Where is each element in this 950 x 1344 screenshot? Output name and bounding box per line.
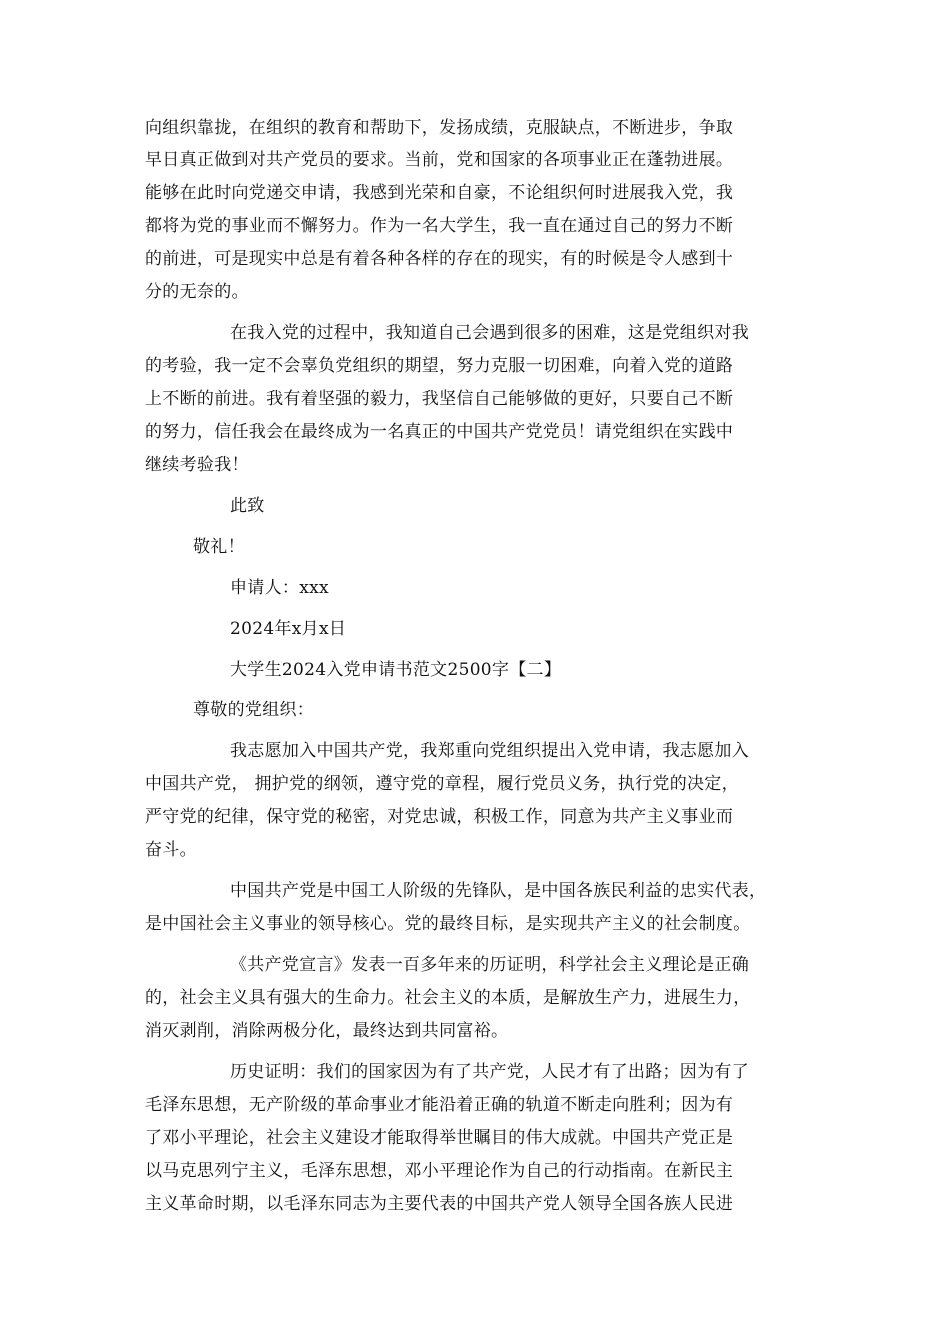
para2-line: 的努力，信任我会在最终成为一名真正的中国共产党党员！请党组织在实践中	[145, 422, 734, 442]
section-title: 大学生2024入党申请书范文2500字【二】	[230, 660, 562, 680]
para6-line: 历史证明：我们的国家因为有了共产党，人民才有了出路；因为有了	[230, 1062, 749, 1082]
para1-line: 向组织靠拢，在组织的教育和帮助下，发扬成绩，克服缺点，不断进步，争取	[145, 118, 734, 138]
para4-line: 中国共产党是中国工人阶级的先锋队，是中国各族民利益的忠实代表，	[230, 881, 767, 901]
para1-line: 早日真正做到对共产党员的要求。当前，党和国家的各项事业正在蓬勃进展。	[145, 150, 734, 170]
para6-line: 以马克思列宁主义，毛泽东思想，邓小平理论作为自己的行动指南。在新民主	[145, 1161, 734, 1181]
para1-line: 的前进，可是现实中总是有着各种各样的存在的现实，有的时候是令人感到十	[145, 249, 734, 269]
para2-line: 继续考验我！	[145, 455, 249, 475]
closing-greeting: 此致	[230, 496, 265, 516]
para5-line: 消灭剥削，消除两极分化，最终达到共同富裕。	[145, 1021, 509, 1041]
applicant-line: 申请人：xxx	[230, 578, 329, 598]
para1-line: 分的无奈的。	[145, 282, 249, 302]
closing-salute: 敬礼！	[193, 537, 245, 557]
para6-line: 了邓小平理论，社会主义建设才能取得举世瞩目的伟大成就。中国共产党正是	[145, 1128, 734, 1148]
para2-line: 在我入党的过程中，我知道自己会遇到很多的困难，这是党组织对我	[230, 323, 749, 343]
para3-line: 中国共产党， 拥护党的纲领，遵守党的章程，履行党员义务，执行党的决定，	[145, 774, 739, 794]
para3-line: 严守党的纪律，保守党的秘密，对党忠诚，积极工作，同意为共产主义事业而	[145, 807, 734, 827]
para6-line: 主义革命时期，以毛泽东同志为主要代表的中国共产党人领导全国各族人民进	[145, 1194, 734, 1214]
para6-line: 毛泽东思想，无产阶级的革命事业才能沿着正确的轨道不断走向胜利；因为有	[145, 1095, 734, 1115]
para5-line: 的，社会主义具有强大的生命力。社会主义的本质，是解放生产力，进展生力，	[145, 988, 751, 1008]
para2-line: 上不断的前进。我有着坚强的毅力，我坚信自己能够做的更好，只要自己不断	[145, 389, 734, 409]
para3-line: 我志愿加入中国共产党，我郑重向党组织提出入党申请，我志愿加入	[230, 741, 749, 761]
para1-line: 能够在此时向党递交申请，我感到光荣和自豪，不论组织何时进展我入党，我	[145, 183, 734, 203]
date-line: 2024年x月x日	[230, 619, 347, 639]
para3-line: 奋斗。	[145, 840, 197, 860]
para5-line: 《共产党宣言》发表一百多年来的历证明，科学社会主义理论是正确	[230, 955, 749, 975]
salutation: 尊敬的党组织：	[193, 700, 315, 720]
para1-line: 都将为党的事业而不懈努力。作为一名大学生，我一直在通过自己的努力不断	[145, 216, 734, 236]
para4-line: 是中国社会主义事业的领导核心。党的最终目标，是实现共产主义的社会制度。	[145, 914, 751, 934]
para2-line: 的考验，我一定不会辜负党组织的期望，努力克服一切困难，向着入党的道路	[145, 356, 734, 376]
